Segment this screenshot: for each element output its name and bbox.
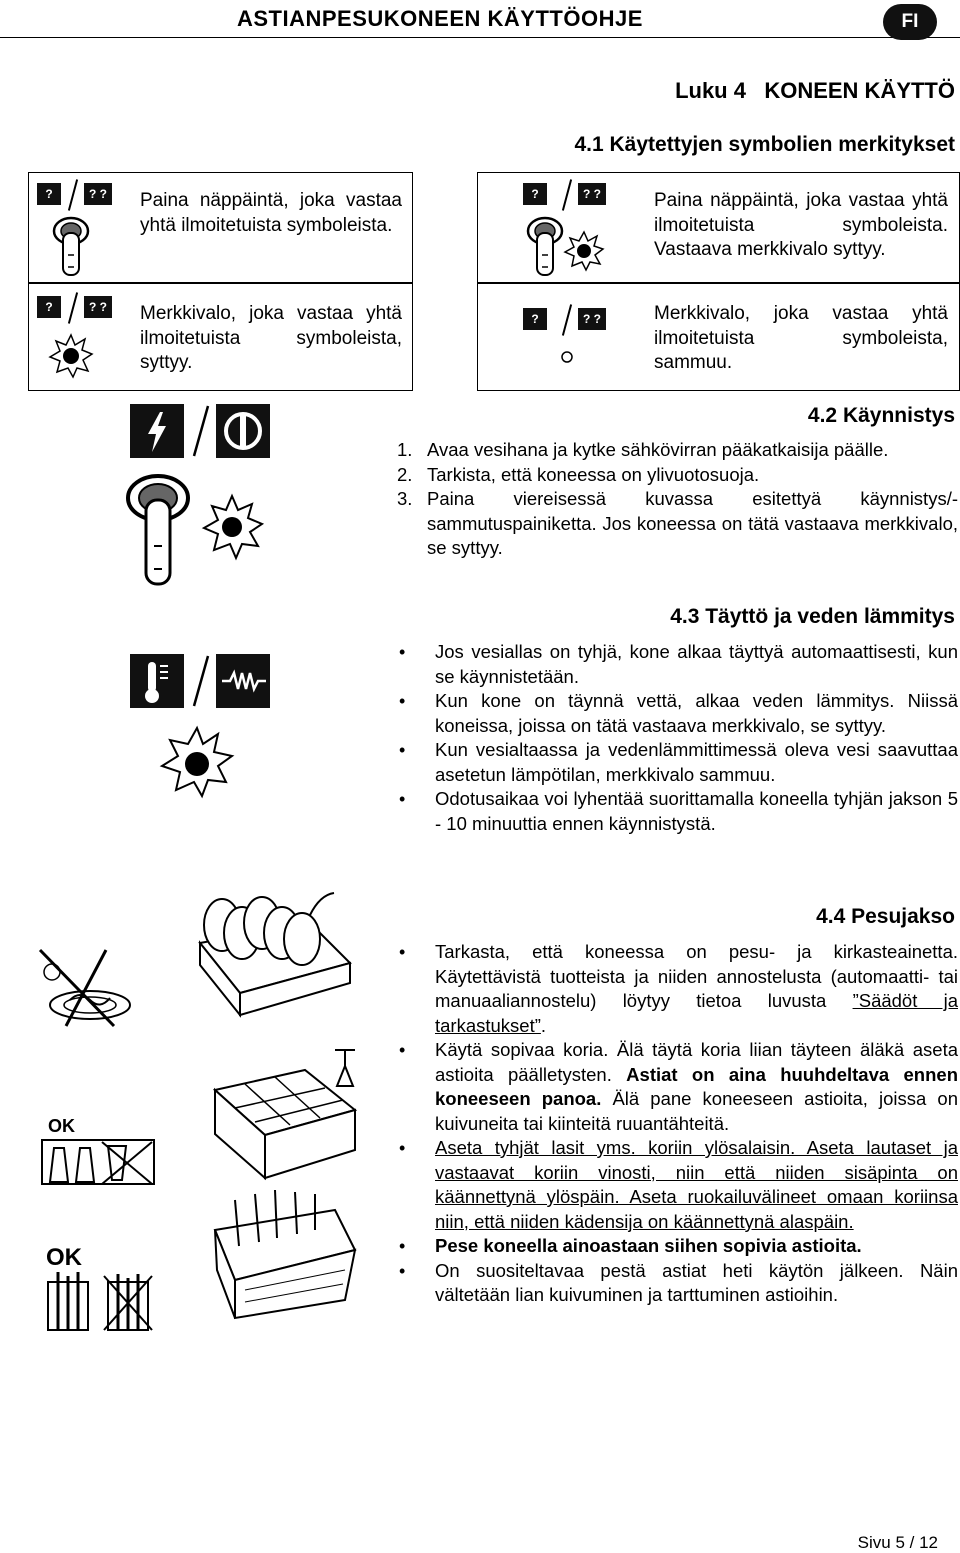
language-badge: FI — [883, 4, 937, 40]
list-item: • Kun vesialtaassa ja vedenlämmittimessä oleva vesi saavuttaa asetetun lämpötilan, merkkivalo sammuu. — [395, 738, 958, 787]
filling-bullets — [395, 640, 958, 836]
list-item: • Odotusaikaa voi lyhentää suorittamalla koneella tyhjän jakson 5 - 10 minuuttia ennen käynnistystä. — [395, 787, 958, 836]
list-item: • Tarkasta, että koneessa on pesu- ja kirkasteainetta. Käytettävistä tuotteista ja niiden annostelusta (automaatti- tai manuaaliannostelu) löytyy tietoa luvusta ”Säädöt ja tarkastukset”. — [395, 940, 958, 1038]
symbol-single-icon: ? — [523, 183, 547, 205]
ok-label-glasses: OK — [48, 1116, 75, 1136]
lamp-on-icon — [49, 334, 93, 378]
section-4-1-title: 4.1 Käytettyjen symbolien merkitykset — [574, 133, 955, 156]
heating-symbols-icon — [130, 652, 270, 710]
box-press-key-light-text: Paina näppäintä, joka vastaa yhtä ilmoitetuista symboleista. Vastaava merkkivalo syttyy. — [654, 190, 948, 260]
glass-rack-icon — [205, 1050, 365, 1180]
symbol-box-lamp-off — [477, 283, 960, 391]
power-symbols-icon — [130, 402, 270, 460]
symbol-box-press-key — [28, 172, 413, 283]
list-item: • Jos vesiallas on tyhjä, kone alkaa täyttyä automaattisesti, kun se käynnistetään. — [395, 640, 958, 689]
box-lamp-off-text: Merkkivalo, joka vastaa yhtä ilmoitetuista symboleista, sammuu. — [654, 303, 948, 373]
symbol-double-icon: ? ? — [578, 183, 606, 205]
slash-divider — [562, 179, 572, 210]
symbol-box-press-key-light — [477, 172, 960, 283]
box-press-key-text: Paina näppäintä, joka vastaa yhtä ilmoitetuista symboleista. — [140, 190, 402, 236]
section-4-2-title: 4.2 Käynnistys — [807, 404, 955, 427]
chapter-number: Luku 4 — [675, 78, 746, 103]
list-item: • Aseta tyhjät lasit yms. koriin ylösalaisin. Aseta lautaset ja vastaavat koriin vinosti, niin että niiden sisäpinta on käännettynä ylöspäin. Aseta ruokailuvälineet omaan koriinsa niin, että niiden kädensija on käännettynä alaspäin. — [395, 1136, 958, 1234]
symbol-double-icon: ? ? — [84, 296, 112, 318]
list-item: 2. Tarkista, että koneessa on ylivuotosuoja. — [397, 463, 760, 485]
symbol-box-lamp-on — [28, 283, 413, 391]
slash-divider — [68, 292, 78, 323]
slash-divider — [68, 179, 78, 210]
lamp-off-icon — [560, 350, 574, 364]
symbol-double-icon: ? ? — [84, 183, 112, 205]
list-item: 3. Paina viereisessä kuvassa esitettyä käynnistys/-sammutuspainiketta. Jos koneessa on tätä vastaava merkkivalo, se syttyy. — [397, 488, 958, 558]
symbol-single-icon: ? — [37, 296, 61, 318]
header-divider — [0, 37, 960, 38]
finger-press-icon — [49, 215, 99, 277]
lamp-on-icon — [564, 231, 604, 271]
list-item: • Kun kone on täynnä vettä, alkaa veden lämmitys. Niissä koneissa, joissa on tätä vastaava merkkivalo, se syttyy. — [395, 689, 958, 738]
chapter-heading — [675, 78, 955, 104]
document-title: ASTIANPESUKONEEN KÄYTTÖOHJE — [237, 6, 643, 31]
plate-rack-icon — [190, 893, 350, 1018]
symbol-single-icon: ? — [523, 308, 547, 330]
symbol-single-icon: ? — [37, 183, 61, 205]
box-lamp-on-text: Merkkivalo, joka vastaa yhtä ilmoitetuista symboleista, syttyy. — [140, 303, 402, 373]
cutlery-basket-icon — [205, 1190, 365, 1320]
glasses-upside-down-icon — [40, 1138, 160, 1188]
symbol-double-icon: ? ? — [578, 308, 606, 330]
list-item: • On suositeltavaa pestä astiat heti käytön jälkeen. Näin vältetään lian kuivuminen ja tarttuminen astioihin. — [395, 1259, 958, 1308]
startup-steps-list — [397, 438, 958, 561]
power-button-press-icon — [124, 474, 274, 589]
section-4-4-title: 4.4 Pesujakso — [816, 905, 955, 928]
list-item: 1. Avaa vesihana ja kytke sähkövirran pääkatkaisija päälle. — [397, 439, 889, 460]
lamp-on-icon — [160, 726, 234, 798]
list-item: • Käytä sopivaa koria. Älä täytä koria liian täyteen äläkä aseta astioita päälletysten. Astiat on aina huuhdeltava ennen koneeseen panoa. Älä pane koneeseen astioita, joissa on kuivuneita tai kiinteitä ruuantähteitä. — [395, 1038, 958, 1136]
ok-label-cutlery: OK — [46, 1244, 82, 1271]
no-dirty-plate-icon — [40, 950, 160, 1030]
wash-cycle-bullets — [395, 940, 958, 1308]
cutlery-handles-down-icon — [46, 1272, 156, 1332]
chapter-title: KONEEN KÄYTTÖ — [764, 78, 955, 103]
list-item: • Pese koneella ainoastaan siihen sopivia astioita. — [395, 1234, 958, 1259]
page-number: Sivu 5 / 12 — [857, 1533, 938, 1552]
section-4-3-title: 4.3 Täyttö ja veden lämmitys — [670, 605, 955, 628]
slash-divider — [562, 304, 572, 335]
